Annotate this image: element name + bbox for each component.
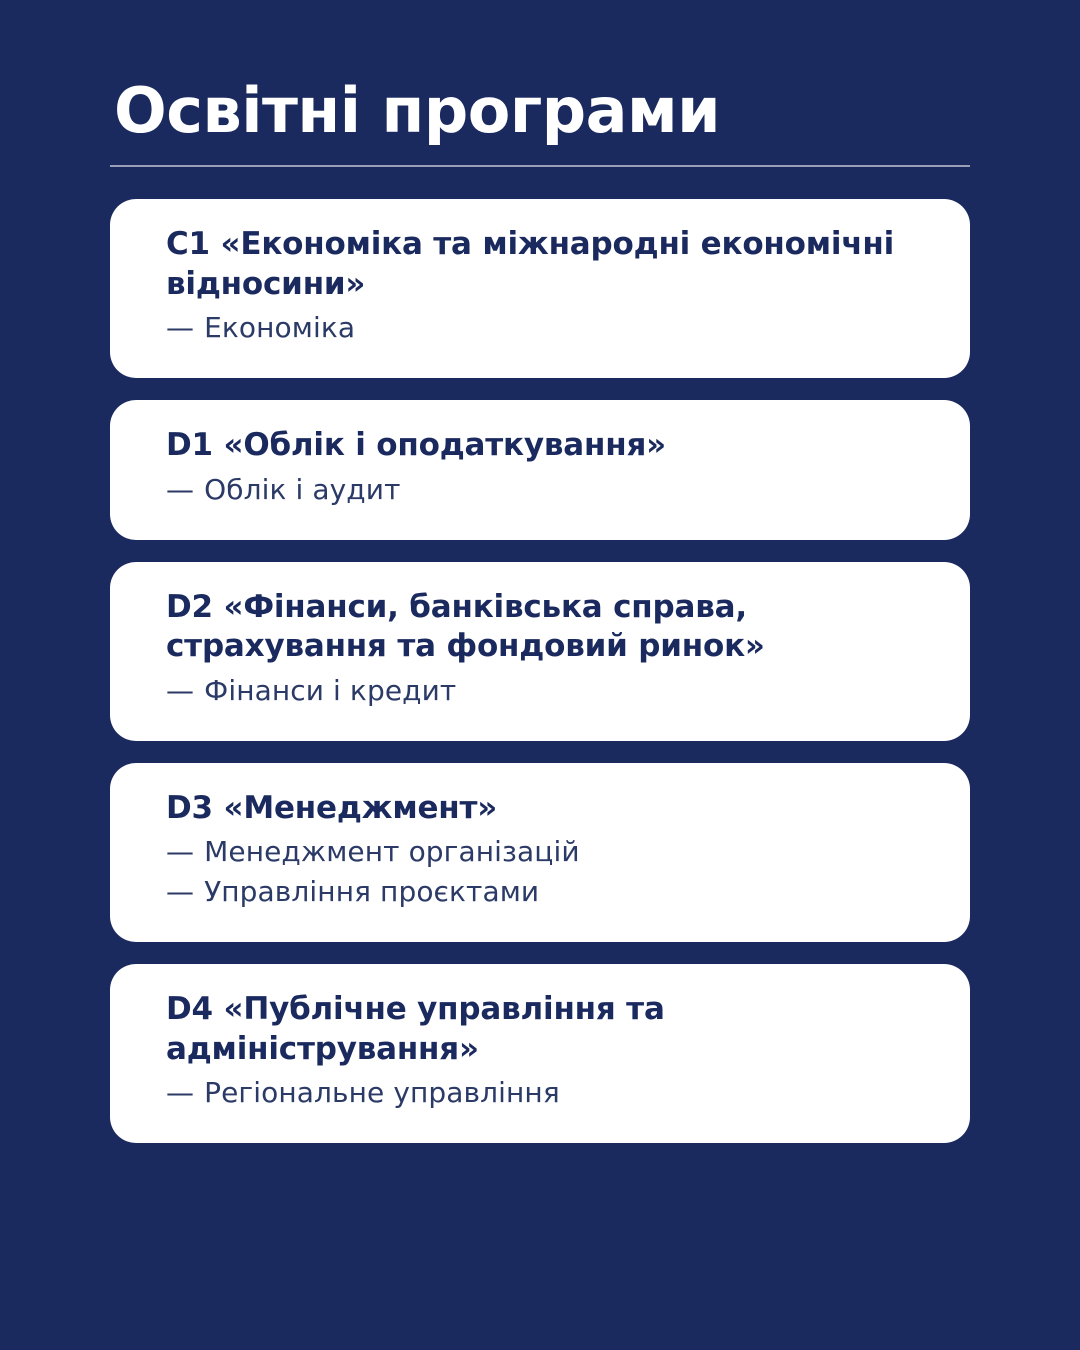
specialization-label: Облік і аудит	[204, 472, 401, 506]
specialization-label: Економіка	[204, 311, 356, 345]
program-specialization	[166, 671, 924, 711]
program-title: D4 «Публічне управління та адміністрування»	[166, 990, 665, 1067]
specialization-label: Фінанси і кредит	[204, 673, 457, 707]
program-specialization	[166, 470, 924, 510]
dash-marker: —	[166, 875, 195, 909]
program-specialization	[166, 1073, 924, 1113]
specialization-label: Менеджмент організацій	[204, 835, 580, 869]
program-list	[110, 199, 970, 1143]
program-specialization	[166, 872, 924, 912]
list-item[interactable]	[110, 400, 970, 539]
list-item[interactable]	[110, 562, 970, 741]
program-title: D2 «Фінанси, банківська справа, страхування та фондовий ринок»	[166, 588, 765, 665]
dash-marker: —	[166, 472, 195, 506]
program-title: D1 «Облік і оподаткування»	[166, 427, 666, 464]
dash-marker: —	[166, 835, 195, 869]
program-title: C1 «Економіка та міжнародні економічні відносини»	[166, 226, 895, 302]
program-specialization	[166, 832, 924, 872]
specialization-label: Регіональне управління	[204, 1076, 560, 1110]
specialization-label: Управління проєктами	[204, 875, 540, 909]
title-divider	[110, 165, 970, 167]
list-item[interactable]	[110, 763, 970, 942]
dash-marker: —	[166, 673, 195, 707]
program-title: D3 «Менеджмент»	[166, 789, 498, 826]
page-title: Освітні програми	[114, 74, 721, 147]
dash-marker: —	[166, 311, 195, 345]
list-item[interactable]	[110, 964, 970, 1143]
list-item[interactable]	[110, 199, 970, 378]
dash-marker: —	[166, 1076, 195, 1110]
program-specialization	[166, 308, 924, 348]
